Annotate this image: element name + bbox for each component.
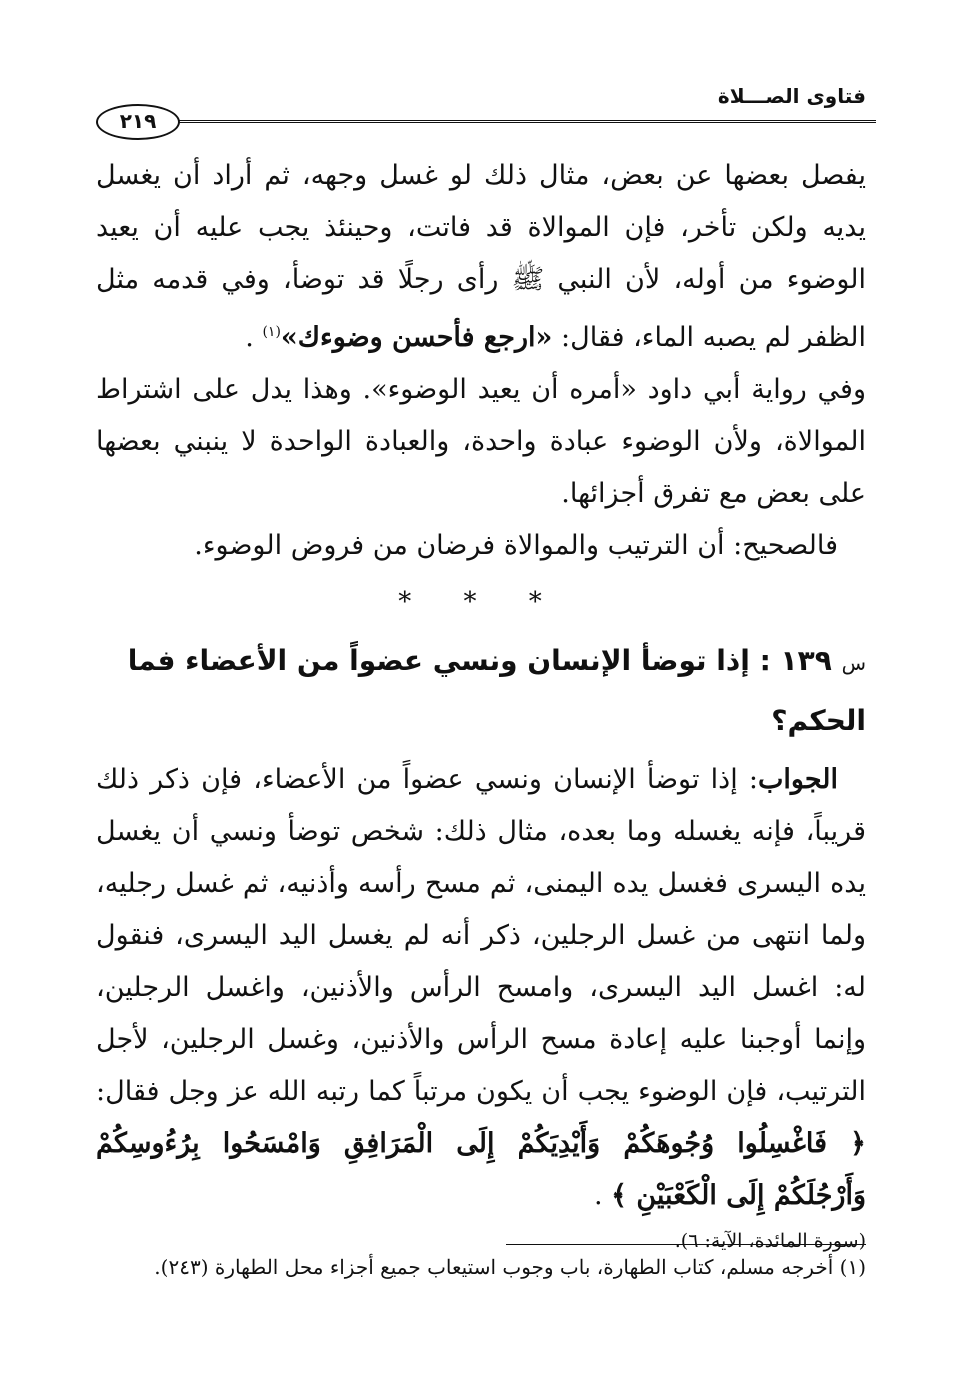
question-text: : إذا توضأ الإنسان ونسي عضواً من الأعضاء فما الحكم؟ xyxy=(127,644,866,737)
quran-verse: ﴿ فَاغْسِلُوا وُجُوهَكُمْ وَأَيْدِيَكُمْ إِلَى الْمَرَافِقِ وَامْسَحُوا بِرُءُوسِكُمْ وَأَرْجُلَكُمْ إِلَى الْكَعْبَيْنِ ﴾ xyxy=(96,1128,866,1211)
surah-reference: (سورة المائدة، الآية: ٦). xyxy=(674,1230,866,1252)
hadith-quote: «ارجع فأحسن وضوءك» xyxy=(280,322,553,353)
book-title: فتاوى الصـــلاة xyxy=(717,84,866,108)
page-number: ٢١٩ xyxy=(96,104,180,140)
paragraph-2: وفي رواية أبي داود «أمره أن يعيد الوضوء». وهذا يدل على اشتراط الموالاة، ولأن الوضوء عبادة واحدة، والعبادة الواحدة لا ينبني بعضها على بعض مع تفرق أجزائها. xyxy=(96,374,866,509)
footnote-text: (١) أخرجه مسلم، كتاب الطهارة، باب وجوب استيعاب جميع أجزاء محل الطهارة (٢٤٣). xyxy=(154,1255,866,1279)
footnote-rule xyxy=(506,1244,866,1245)
question-heading xyxy=(96,632,866,750)
paragraph-1 xyxy=(96,150,866,364)
question-marker: س xyxy=(841,651,866,675)
paragraph-3 xyxy=(96,520,866,572)
footnote xyxy=(96,1248,866,1286)
conclusion-text: فالصحيح: أن الترتيب والموالاة فرضان من فروض الوضوء. xyxy=(194,530,838,561)
answer-label: الجواب xyxy=(757,764,838,795)
main-text xyxy=(96,150,866,1258)
footnote-ref: (١) xyxy=(262,324,281,340)
paragraph-1-end: . xyxy=(245,322,263,353)
header-rule xyxy=(166,120,876,123)
quran-end: . xyxy=(593,1180,612,1211)
page-header xyxy=(96,82,876,152)
paragraph-1-text: يفصل بعضها عن بعض، مثال ذلك لو غسل وجهه، ثم أراد أن يغسل يديه ولكن تأخر، فإن الموالاة قد فاتت، وحينئذ يجب عليه أن يعيد الوضوء من أوله، لأن النبي ﷺ رأى رجلًا قد توضأ، وفي قدمه مثل الظفر لم يصبه الماء، فقال: xyxy=(96,160,866,353)
question-number: ١٣٩ xyxy=(780,644,832,677)
answer-text: : إذا توضأ الإنسان ونسي عضواً من الأعضاء، فإن ذكر ذلك قريباً، فإنه يغسله وما بعده، مثال ذلك: شخص توضأ ونسي أن يغسل يده اليسرى فغسل يده اليمنى، ثم مسح رأسه وأذنيه، ثم غسل رجليه، ولما انتهى من غسل الرجلين، ذكر أنه لم يغسل اليد اليسرى، فنقول له: اغسل اليد اليسرى، وامسح الرأس والأذنين، واغسل الرجلين، وإنما أوجبنا عليه إعادة مسح الرأس والأذنين، وغسل الرجلين، لأجل الترتيب، فإن الوضوء يجب أن يكون مرتباً كما رتبه الله عز وجل فقال: xyxy=(96,764,866,1107)
section-separator: * * * xyxy=(398,587,564,617)
answer-paragraph xyxy=(96,754,866,1222)
